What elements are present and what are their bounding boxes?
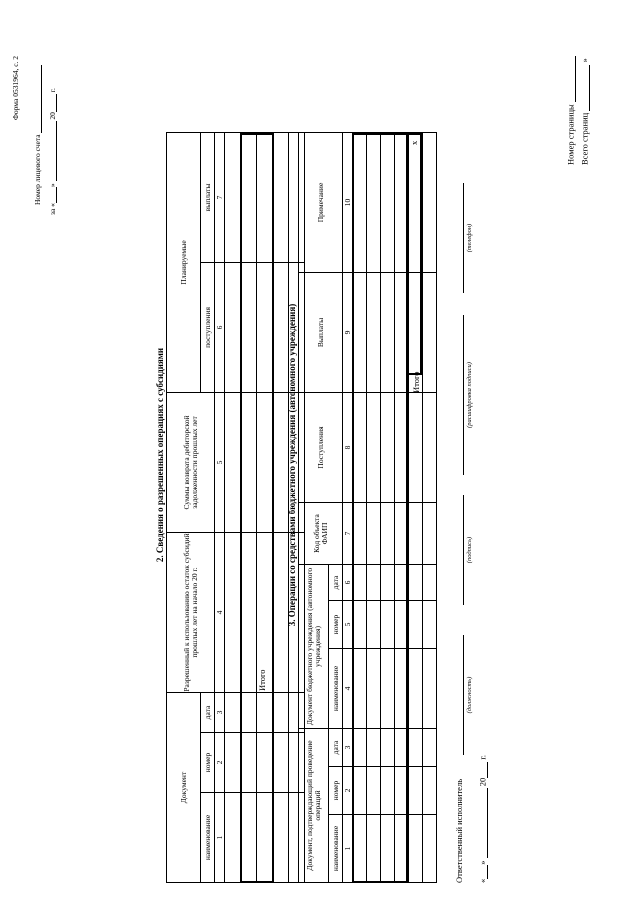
- responsible-label: Ответственный исполнитель: [454, 778, 464, 883]
- position-caption: (должность): [466, 676, 473, 714]
- s2-num: 6: [215, 262, 225, 392]
- s3-col-date-2: дата: [329, 564, 343, 600]
- s3-col-faip: Код объекта ФАИП: [299, 502, 343, 564]
- s2-col-payments: выплаты: [201, 132, 215, 262]
- signature-caption: (подпись): [466, 536, 473, 564]
- account-label: Номер лицевого счета: [32, 65, 42, 205]
- s3-total-frame: [408, 133, 422, 375]
- form-code: Форма 0531964, с. 2: [11, 55, 20, 120]
- pages-total: Всего страниц »: [579, 58, 590, 165]
- s2-col-name: наименование: [201, 793, 215, 883]
- s2-col-returns: Суммы возврата дебиторской задолженности прошлых лет: [167, 392, 215, 532]
- s3-num: 8: [343, 392, 353, 502]
- s3-num: 5: [343, 601, 353, 649]
- sign-month-field[interactable]: [478, 788, 488, 858]
- sign-day-field[interactable]: [478, 865, 488, 879]
- s2-col-document: Документ: [167, 692, 201, 882]
- s3-col-number-2: номер: [329, 601, 343, 649]
- decode-caption: (расшифровка подписи): [466, 362, 473, 428]
- phone-field[interactable]: [463, 183, 464, 293]
- s3-num: 7: [343, 502, 353, 564]
- page-number-field[interactable]: [566, 56, 576, 102]
- period-line: за «» 20 г.: [47, 88, 57, 215]
- s3-col-name-2: наименование: [329, 649, 343, 729]
- account-number-field[interactable]: [32, 65, 42, 133]
- signature-field[interactable]: [463, 495, 464, 605]
- s3-num: 9: [343, 272, 353, 392]
- decode-field[interactable]: [463, 315, 464, 475]
- section2-table: [166, 132, 305, 883]
- s3-col-doc-budget: Документ бюджетного учреждения (автономного учреждения): [299, 564, 329, 728]
- s2-num: 1: [215, 793, 225, 883]
- section3-title: 3. Операции со средствами бюджетного учреждения (автономного учреждения): [287, 303, 297, 627]
- s3-num: 2: [343, 767, 353, 815]
- section2-title: 2. Сведения о разрешенных операциях с субсидиями: [155, 347, 165, 563]
- s3-col-doc-confirm: Документ, подтверждающий проведение операций: [299, 729, 329, 883]
- s2-col-planned: Планируемые: [167, 132, 201, 392]
- period-year-field[interactable]: [47, 94, 57, 112]
- period-month-field[interactable]: [47, 121, 57, 181]
- table-row: [225, 132, 241, 882]
- s2-num: 4: [215, 532, 225, 692]
- s2-num: 7: [215, 132, 225, 262]
- page-number: Номер страницы: [566, 56, 576, 165]
- s3-col-date: дата: [329, 729, 343, 767]
- position-field[interactable]: [463, 635, 464, 755]
- phone-caption: (телефон): [466, 223, 473, 253]
- s3-col-note: Примечание: [299, 132, 343, 272]
- s2-data-frame: [240, 133, 274, 883]
- table-row: [423, 132, 437, 882]
- s3-num: 3: [343, 729, 353, 767]
- s3-num: 4: [343, 649, 353, 729]
- s3-data-frame: [352, 133, 408, 883]
- sign-year-field[interactable]: [478, 762, 488, 778]
- s2-col-number: номер: [201, 733, 215, 793]
- sign-date: «» 20 г.: [477, 754, 488, 883]
- s3-col-receipts: Поступления: [299, 392, 343, 502]
- s3-num: 10: [343, 132, 353, 272]
- s3-col-payments: Выплаты: [299, 272, 343, 392]
- s3-col-name: наименование: [329, 815, 343, 883]
- s3-num: 6: [343, 564, 353, 600]
- s3-x-mark: х: [409, 140, 419, 145]
- period-day-field[interactable]: [47, 187, 57, 203]
- s3-col-number: номер: [329, 767, 343, 815]
- s2-col-date: дата: [201, 692, 215, 732]
- s2-total-label: Итого: [257, 669, 267, 691]
- s2-col-permitted: Разрешенный к использованию остаток субсидий прошлых лет на начало 20 г.: [167, 532, 215, 692]
- s2-num: 2: [215, 733, 225, 793]
- pages-total-field[interactable]: [580, 65, 590, 111]
- s3-num: 1: [343, 815, 353, 883]
- s3-total-label: Итого: [411, 371, 421, 393]
- s2-col-receipts: поступления: [201, 262, 215, 392]
- s2-num: 3: [215, 692, 225, 732]
- s2-num: 5: [215, 392, 225, 532]
